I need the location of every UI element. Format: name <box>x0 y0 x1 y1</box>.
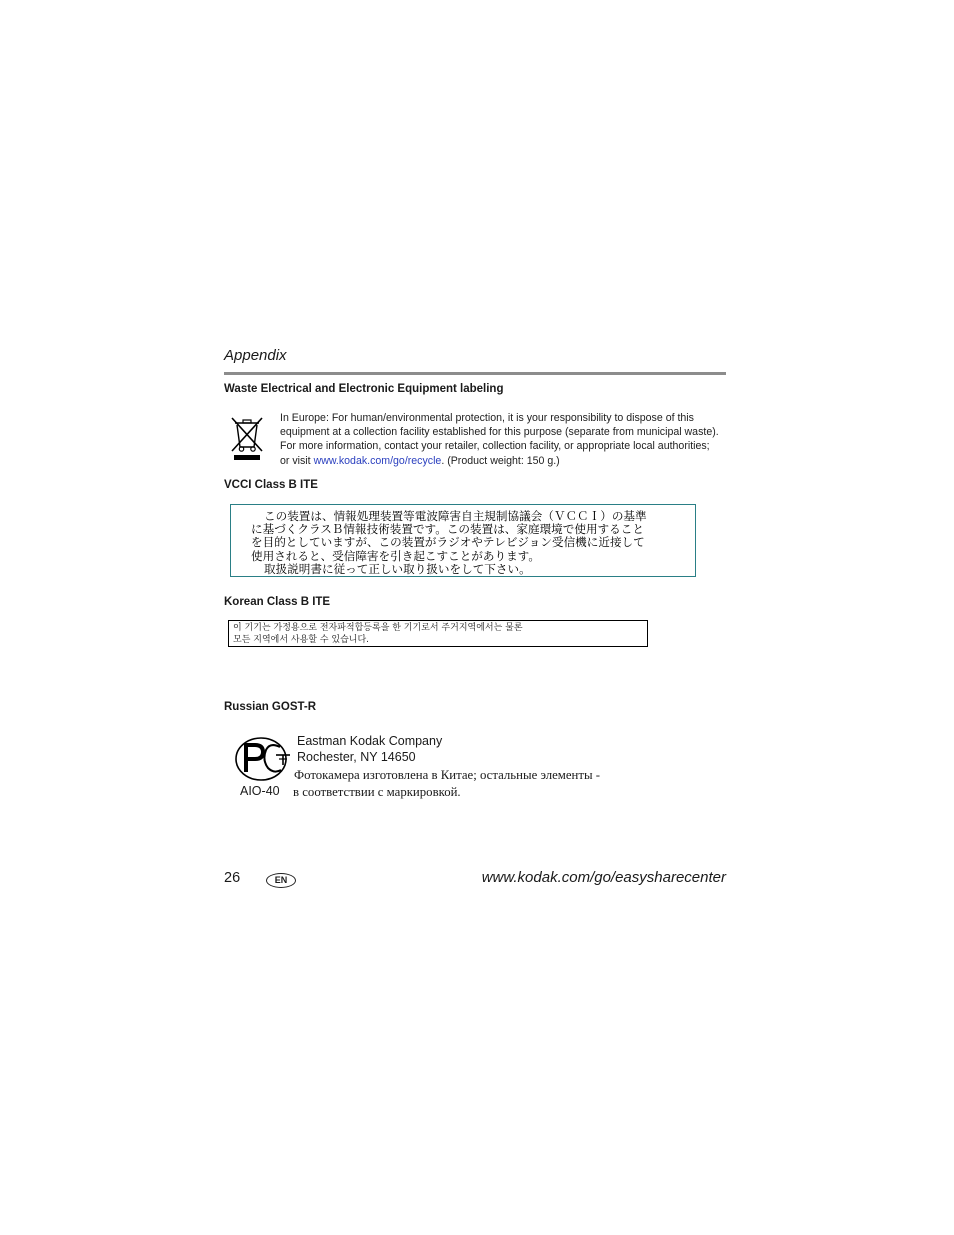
weee-text: In Europe: For human/environmental protection, it is your responsibility to dispose of this equipment at a collection facility established for this purpose (separate from municipal waste). For more information, contact your retailer, collection facility, or appropriate local authorities; or visit www.kodak.com/go/recycle. (Product weight: 150 g.) <box>280 412 719 467</box>
vcci-line: 使用されると、受信障害を引き起こすことがあります。 <box>251 548 540 563</box>
gost-code: AIO-40 <box>240 784 280 798</box>
gost-russian-line: в соответствии с маркировкой. <box>293 785 461 799</box>
pct-mark-icon <box>234 736 294 782</box>
weee-title: Waste Electrical and Electronic Equipment labeling <box>224 383 504 395</box>
vcci-line: を目的としていますが、この装置がラジオやテレビジョン受信機に近接して <box>251 535 645 550</box>
vcci-title: VCCI Class B ITE <box>224 479 318 491</box>
section-header: Appendix <box>224 347 287 364</box>
gost-address: Rochester, NY 14650 <box>297 750 416 764</box>
vcci-line: に基づくクラスＢ情報技術装置です。この装置は、家庭環境で使用すること <box>251 522 644 537</box>
gost-title: Russian GOST-R <box>224 701 317 713</box>
footer-url[interactable]: www.kodak.com/go/easysharecenter <box>481 869 726 886</box>
vcci-line: この装置は、情報処理装置等電波障害自主規制協議会（ＶＣＣＩ）の基準 <box>264 509 647 523</box>
gost-russian-line: Фотокамера изготовлена в Китае; остальные элементы - <box>294 768 601 782</box>
korean-line: 이 기기는 가정용으로 전자파적합등록을 한 기기로서 주거지역에서는 물론 <box>233 623 523 633</box>
vcci-line: 取扱説明書に従って正しい取り扱いをして下さい。 <box>264 561 531 576</box>
korean-title: Korean Class B ITE <box>224 596 331 608</box>
korean-line: 모든 지역에서 사용할 수 있습니다. <box>233 635 370 645</box>
recycle-link[interactable]: www.kodak.com/go/recycle <box>313 454 442 467</box>
page-number: 26 <box>224 870 241 886</box>
crossed-out-wheelie-bin-icon <box>228 414 266 462</box>
gost-company: Eastman Kodak Company <box>297 734 443 748</box>
vcci-notice-box <box>230 504 696 577</box>
language-badge: EN <box>266 873 296 888</box>
korean-notice-box <box>228 620 648 647</box>
header-rule <box>224 372 726 375</box>
